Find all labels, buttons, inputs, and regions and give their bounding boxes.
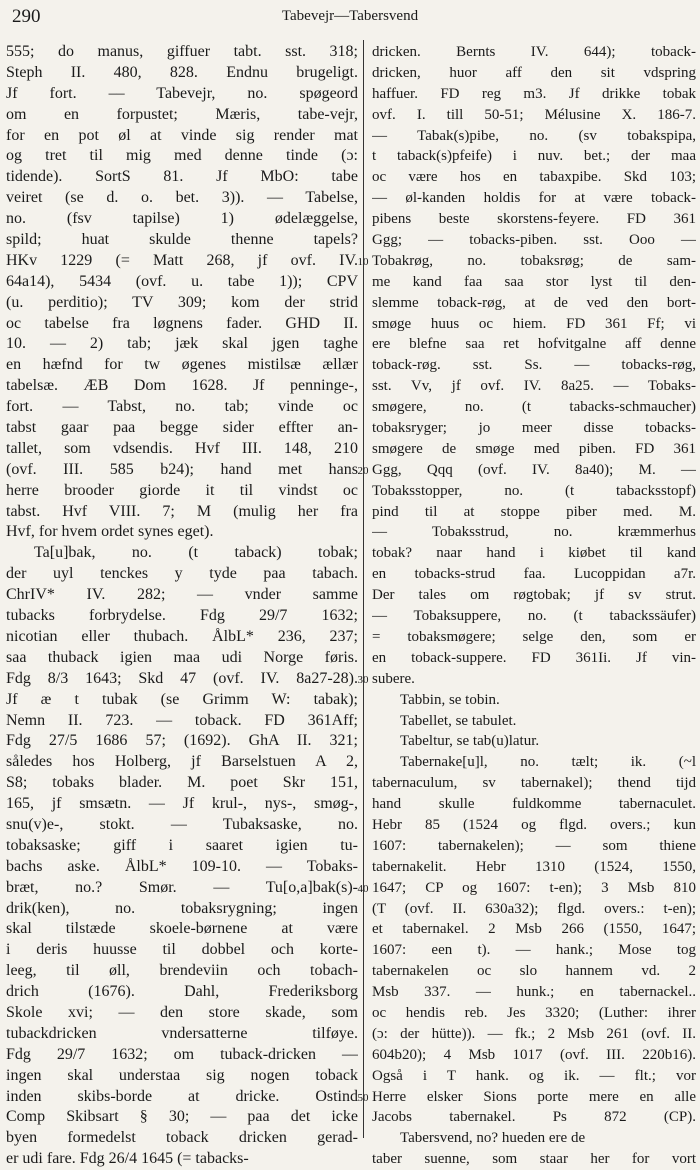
right-column-line: ovf. I. till 50-51; Mélusine X. 186-7.	[372, 106, 696, 123]
left-column-line: no. (fsv tapilse) 1) ødelæggelse,	[6, 210, 358, 228]
left-column-line: Comp Skibsart § 30; — paa det icke	[6, 1108, 358, 1126]
right-column-line: — Tobaksstrud, no. kræmmerhus	[372, 524, 696, 541]
right-column-line: 1607: tabernakelen); — som thiene	[372, 837, 696, 854]
left-column-line: tubackdricken vndersatterne tilføye.	[6, 1024, 358, 1042]
right-column-line: toback-røg. sst. Ss. — tobacks-røg,	[372, 357, 696, 374]
right-column-line: sst. Vv, jf ovf. IV. 8a25. — Tobaks-	[372, 378, 696, 395]
left-column-line: og tret til mig med denne tinde (ɔ:	[6, 147, 358, 165]
left-column-line: bræt, no.? Smør. — Tu[o,a]bak(s)-	[6, 878, 358, 896]
right-column-line: tabernakelit. Hebr 1310 (1524, 1550,	[372, 858, 696, 875]
left-column-line: ChrIV* IV. 282; — vnder samme	[6, 586, 358, 604]
right-column-line: pibens beste skorstens-feyere. FD 361	[372, 211, 696, 228]
left-column-line: Skole xvi; — den store skade, som	[6, 1003, 358, 1021]
right-column-line: pind til at stoppe piber med. M.	[372, 503, 696, 520]
left-column-line: 10. — 2) tab; jæk skal jgen taghe	[6, 335, 358, 353]
left-column-line: 555; do manus, giffuer tabt. sst. 318;	[6, 43, 358, 60]
page-header	[0, 0, 700, 40]
margin-line-number: 40	[357, 883, 369, 895]
right-column-line: me kand faa saa stor lyst til den-	[372, 273, 696, 290]
left-column-line: Jf æ t tubak (se Grimm W: tabak);	[6, 690, 358, 708]
left-column-line: S8; tobaks blader. M. poet Skr 151,	[6, 774, 358, 792]
left-column-line: bachs aske. ÅlbL* 109-10. — Tobaks-	[6, 857, 358, 875]
right-column-line: oc være hos en tabaxpibe. Skd 103;	[372, 169, 696, 186]
left-column-line: nicotian eller thubach. ÅlbL* 236, 237;	[6, 627, 358, 645]
left-column-line: herre brooder giorde it til vindst oc	[6, 481, 358, 499]
left-column-line: veiret (se d. o. bet. 3)). — Tabelse,	[6, 189, 358, 207]
left-column-line: 165, jf smsætn. — Jf krul-, nys-, smøg-,	[6, 795, 358, 813]
right-column-line: = tobaksmøgere; selge den, som er	[372, 628, 696, 645]
right-column-line: Tobakrøg, no. tobaksrøg; de sam-	[372, 252, 696, 269]
left-column-line: inden skibs-borde at dricke. Ostind	[6, 1087, 358, 1105]
right-column-line: oc hendis reb. Jes 3320; (Luther: ihrer	[372, 1004, 696, 1021]
left-column-line: skal tilstæde skoele-børnene at være	[6, 920, 358, 938]
right-column-line: (ɔ: der hütte)). — fk.; 2 Msb 261 (ovf. II.	[372, 1025, 696, 1042]
left-column-line: tubacks forbrydelse. Fdg 29/7 1632;	[6, 607, 358, 625]
right-column-line: Tobaksstopper, no. (t tabacksstopf)	[372, 482, 696, 499]
left-column-line: drich (1676). Dahl, Frederiksborg	[6, 983, 358, 1001]
right-column-line: smøgere, no. (t tabacks-schmaucher)	[372, 399, 696, 416]
left-column-line: byen formedelst toback dricken gerad-	[6, 1129, 358, 1147]
right-column-line: haffuer. FD reg m3. Jf drikke tobak	[372, 85, 696, 102]
left-column-line: tabst. Hvf VIII. 7; M (mulig her fra	[6, 502, 358, 520]
left-column-line: snu(v)e-, stokt. — Tubaksaske, no.	[6, 815, 358, 833]
right-column-line: Tabeltur, se tab(u)latur.	[400, 733, 540, 750]
right-column-line: hand skulle fuldkomme tabernaculet.	[372, 796, 696, 813]
left-column-line: for en pot øl at vinde sig render mat	[6, 126, 358, 144]
left-column-line: i deris huusse til dobbel och korte-	[6, 941, 358, 959]
right-column-line: Tabbin, se tobin.	[400, 691, 500, 708]
column-divider	[363, 40, 364, 1138]
left-column-line: 64a14), 5434 (ovf. u. tabe 1)); CPV	[6, 272, 358, 290]
left-column-line: tabst gaar paa begge sider effter an-	[6, 419, 358, 437]
page-number: 290	[12, 6, 41, 27]
right-column-line: subere.	[372, 670, 415, 687]
right-column-line: t taback(s)pfeife) i nuv. bet.; der maa	[372, 148, 696, 165]
running-head: Tabevejr—Tabersvend	[281, 8, 419, 24]
right-column-line: (T (ovf. II. 630a32); flgd. overs.: t-en);	[372, 900, 696, 917]
left-column-line: HKv 1229 (= Matt 268, jf ovf. IV.	[6, 251, 358, 269]
right-column-line: 604b20); 4 Msb 1017 (ovf. III. 220b16).	[372, 1046, 696, 1063]
left-column-line: (u. perditio); TV 309; kom der strid	[6, 293, 358, 311]
right-column-line: et tabernakel. 2 Msb 266 (1550, 1647;	[372, 921, 696, 938]
right-column-line: tabernaculum, sv tabernakel); thend tijd	[372, 775, 696, 792]
right-column-line: smøge huus oc hiem. FD 361 Ff; vi	[372, 315, 696, 332]
right-column-line: tabernakelen oc slo hannem vd. 2	[372, 963, 696, 980]
right-column-line: 1647; CP og 1607: t-en); 3 Msb 810	[372, 879, 696, 896]
left-column-line: der uyl tenckes y tyde paa tabach.	[6, 565, 358, 583]
left-column-line: Steph II. 480, 828. Endnu brugeligt.	[6, 63, 358, 81]
left-column-line: ingen skal understaa sig nogen toback	[6, 1066, 358, 1084]
left-column-line: tidende). SortS 81. Jf MbO: tabe	[6, 168, 358, 186]
right-column-line: en toback-suppere. FD 361Ii. Jf vin-	[372, 649, 696, 666]
left-column-line: Fdg 29/7 1632; om tuback-dricken ––	[6, 1045, 358, 1063]
margin-line-number: 20	[357, 465, 369, 477]
margin-line-number: 30	[357, 674, 369, 686]
right-column	[372, 42, 696, 1170]
left-column-line: er udi fare. Fdg 26/4 1645 (= tabacks-	[6, 1150, 249, 1168]
margin-line-number: 10	[357, 256, 369, 268]
right-column-line: Herre elsker Sions porte mere en alle	[372, 1088, 696, 1105]
right-column-line: Ggg, Qqq (ovf. IV. 8a40); M. —	[372, 461, 696, 478]
left-column-line: Fdg 8/3 1643; Skd 47 (ovf. IV. 8a27-28).	[6, 669, 358, 687]
left-column-line: leeg, til øll, brendeviin och tobach-	[6, 962, 358, 980]
right-column-line: Også i T hank. og ik. — flt.; vor	[372, 1067, 696, 1084]
right-column-line: taber suenne, som staar her for vort	[372, 1151, 696, 1168]
left-column-line: drik(ken), no. tobaksrygning; ingen	[6, 899, 358, 917]
left-column-line: Nemn II. 723. — toback. FD 361Aff;	[6, 711, 358, 729]
right-column-line: Tabellet, se tabulet.	[400, 712, 517, 729]
left-column-line: fort. — Tabst, no. tab; vinde oc	[6, 398, 358, 416]
left-column	[6, 42, 358, 1170]
left-column-line: Ta[u]bak, no. (t taback) tobak;	[34, 544, 358, 562]
right-column-line: 1607: een t). — hank.; Mose tog	[372, 942, 696, 959]
right-column-line: tobaksryger; jo meer disse tobacks-	[372, 420, 696, 437]
right-column-line: en tobacks-strud faa. Lucoppidan a7r.	[372, 566, 696, 583]
left-column-line: oc tabelse fra løgnens fader. GHD II.	[6, 314, 358, 332]
right-column-line: — øl-kanden holdis for at være toback-	[372, 190, 696, 207]
left-column-line: således hos Holberg, jf Barselstuen A 2,	[6, 753, 358, 771]
right-column-line: dricken, huor aff den sit vdspring	[372, 64, 696, 81]
right-column-line: — Tobaksuppere, no. (t tabackssäufer)	[372, 608, 696, 625]
margin-line-number: 50	[357, 1092, 369, 1104]
right-column-line: dricken. Bernts IV. 644); toback-	[372, 44, 696, 60]
right-column-line: Der tales om røgtobak; jf sv strut.	[372, 587, 696, 604]
left-column-line: tobaksaske; giff i saaret igien tu-	[6, 836, 358, 854]
left-column-line: tabelsæ. ÆB Dom 1628. Jf penninge-,	[6, 377, 358, 395]
right-column-line: Msb 337. — hunk.; en tabernackel..	[372, 984, 696, 1001]
left-column-line: Hvf, for hvem ordet synes eget).	[6, 523, 214, 541]
left-column-line: tallet, som vdsendis. Hvf III. 148, 210	[6, 439, 358, 457]
right-column-line: ere blefne saa ret hofvitgalne aff denne	[372, 336, 696, 353]
left-column-line: (ovf. III. 585 b24); hand met hans	[6, 460, 358, 478]
right-column-line: Ggg; — tobacks-piben. sst. Ooo —	[372, 232, 696, 249]
right-column-line: smøgere de smøge med piben. FD 361	[372, 440, 696, 457]
right-column-line: Hebr 85 (1524 og flgd. overs.; kun	[372, 816, 696, 833]
right-column-line: tobak? naar hand i kiøbet til kand	[372, 545, 696, 562]
left-column-line: om en forpustet; Mæris, tabe-vejr,	[6, 105, 358, 123]
right-column-line: Tabersvend, no? hueden ere de	[400, 1130, 586, 1147]
left-column-line: saa thuback igien maa udi Norge føris.	[6, 648, 358, 666]
right-column-line: Tabernake[u]l, no. tælt; ik. (~l	[400, 754, 696, 771]
left-column-line: en hæfnd for tw øgenes mistilsæ ællær	[6, 356, 358, 374]
left-column-line: Jf fort. –– Tabevejr, no. spøgeord	[6, 84, 358, 102]
right-column-line: slemme toback-røg, at de ved den bort-	[372, 294, 696, 311]
left-column-line: spild; huat skulde thenne tapels?	[6, 231, 358, 249]
left-column-line: Fdg 27/5 1686 57; (1692). GhA II. 321;	[6, 732, 358, 750]
right-column-line: Jacobs tabernakel. Ps 872 (CP).	[372, 1109, 696, 1126]
right-column-line: — Tabak(s)pibe, no. (sv tobakspipa,	[372, 127, 696, 144]
